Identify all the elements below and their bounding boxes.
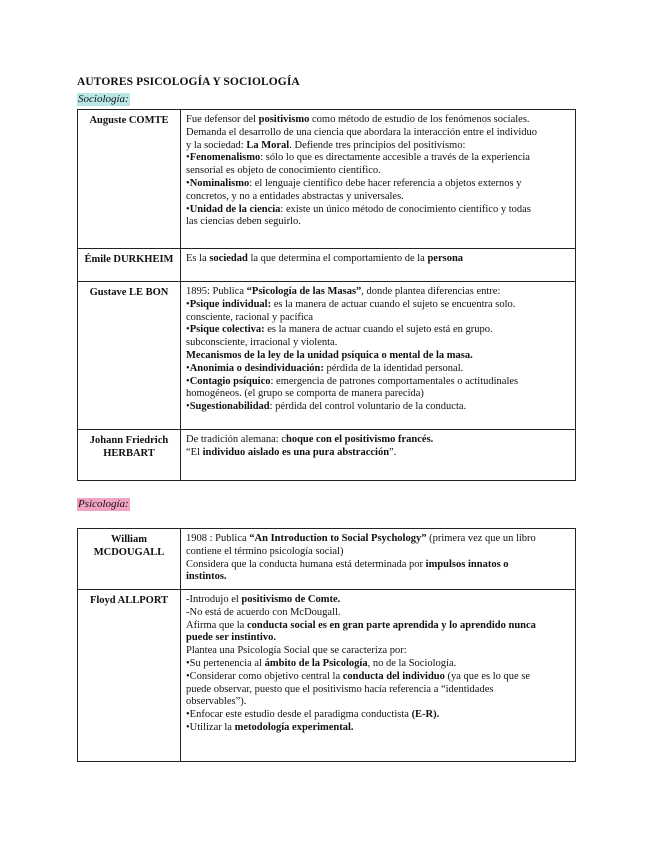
text-segment: contiene el término psicología social) <box>186 545 344 557</box>
text-segment: • <box>186 298 190 310</box>
description-line <box>186 152 570 165</box>
description-line <box>186 286 570 299</box>
text-segment: Considera que la conducta humana está determinada por <box>186 558 426 570</box>
bold-text: positivismo <box>258 114 310 125</box>
bold-text: metodología experimental. <box>234 721 354 733</box>
bold-text: sociedad <box>209 253 248 264</box>
text-segment: •Su pertenencia al <box>186 657 265 669</box>
text-segment: •Utilizar la <box>186 721 235 733</box>
description-line <box>186 376 570 389</box>
description-line <box>186 696 570 709</box>
text-segment: • <box>186 152 190 164</box>
description-line <box>186 645 570 658</box>
bold-text: Sugestionabilidad <box>189 401 270 413</box>
text-segment: •Enfocar este estudio desde el paradigma conductista <box>186 709 412 721</box>
text-segment: , donde plantea diferencias entre: <box>361 286 501 297</box>
description-line <box>186 388 570 401</box>
bold-text: conducta social es en gran parte aprendida y lo aprendido nunca <box>246 619 536 631</box>
text-segment: -No está de acuerdo con McDougall. <box>186 606 341 618</box>
author-description <box>181 430 576 481</box>
description-line <box>186 140 570 153</box>
bold-text: impulsos innatos o <box>425 558 509 570</box>
bold-text: persona <box>427 253 464 264</box>
text-segment: • <box>186 177 190 189</box>
text-segment: Demanda el desarrollo de una ciencia que abordara la interacción entre el individuo <box>186 126 538 138</box>
bold-text: conducta del individuo <box>342 670 445 682</box>
description-line <box>186 253 570 266</box>
text-segment: concretos, y no a entidades abstractas y universales. <box>186 190 404 202</box>
text-segment: las ciencias deben seguirlo. <box>186 216 301 228</box>
text-segment: , no de la Sociología. <box>367 657 457 669</box>
text-segment: • <box>186 362 190 374</box>
description-line <box>186 607 570 620</box>
text-segment: ”. <box>389 446 397 458</box>
author-description <box>181 282 576 430</box>
text-segment: Fue defensor del <box>186 114 259 125</box>
text-segment: . Defiende tres principios del positivismo: <box>289 139 466 151</box>
description-line <box>186 709 570 722</box>
text-segment: : emergencia de patrones comportamentales o actitudinales <box>270 375 519 387</box>
text-segment: • <box>186 324 190 336</box>
text-segment: es la manera de actuar cuando el sujeto está en grupo. <box>264 324 493 336</box>
text-segment: : el lenguaje científico debe hacer referencia a objetos externos y <box>249 177 522 189</box>
description-line <box>186 671 570 684</box>
description-line <box>186 594 570 607</box>
author-name: Auguste COMTE <box>78 110 181 249</box>
description-line <box>186 312 570 325</box>
bold-text: Anonimia o desindividuación: <box>189 362 324 374</box>
bold-text: individuo aislado es una pura abstracción <box>202 446 390 458</box>
author-description <box>181 249 576 282</box>
text-segment: subconsciente, irracional y violenta. <box>186 337 338 349</box>
description-line <box>186 401 570 414</box>
author-name: Floyd ALLPORT <box>78 590 181 762</box>
bold-text: hoque con el positivismo francés. <box>286 434 434 445</box>
bold-text: Fenomenalismo <box>189 152 261 164</box>
description-line <box>186 722 570 735</box>
author-description <box>181 529 576 590</box>
description-line <box>186 324 570 337</box>
bold-text: Psique colectiva: <box>189 324 265 336</box>
text-segment: sensorial es objeto de conocimiento científico. <box>186 165 381 177</box>
description-line <box>186 559 570 572</box>
document-title: AUTORES PSICOLOGÍA Y SOCIOLOGÍA <box>77 76 300 88</box>
text-segment: : existe un único método de conocimiento científico y todas <box>280 203 531 215</box>
description-line <box>186 299 570 312</box>
text-segment: Plantea una Psicología Social que se caracteriza por: <box>186 645 407 657</box>
text-segment: • <box>186 401 190 413</box>
description-line <box>186 204 570 217</box>
description-line <box>186 546 570 559</box>
bold-text: La Moral <box>246 139 290 151</box>
bold-text: puede ser instintivo. <box>186 632 276 644</box>
bold-text: Unidad de la ciencia <box>189 203 281 215</box>
text-segment: De tradición alemana: c <box>186 434 286 445</box>
text-segment: -Introdujo el <box>186 594 242 605</box>
description-line <box>186 447 570 460</box>
text-segment: •Considerar como objetivo central la <box>186 670 343 682</box>
description-line <box>186 632 570 645</box>
text-segment: 1908 : Publica <box>186 533 250 544</box>
text-segment: Afirma que la <box>186 619 247 631</box>
bold-text: “An Introduction to Social Psychology” <box>249 533 427 544</box>
table-row <box>78 430 576 481</box>
description-line <box>186 658 570 671</box>
description-line <box>186 178 570 191</box>
text-segment: • <box>186 203 190 215</box>
table-row <box>78 590 576 762</box>
bold-text: (E-R). <box>411 709 440 721</box>
description-line <box>186 620 570 633</box>
description-line <box>186 434 570 447</box>
text-segment: como método de estudio de los fenómenos sociales. <box>309 114 530 125</box>
text-segment: : pérdida del control voluntario de la conducta. <box>269 401 467 413</box>
author-description <box>181 590 576 762</box>
section-label-sociologia: Sociología: <box>78 93 129 105</box>
table-row <box>78 529 576 590</box>
text-segment: la que determina el comportamiento de la <box>247 253 428 264</box>
text-segment: consciente, racional y pacífica <box>186 311 314 323</box>
text-segment: y la sociedad: <box>186 139 247 151</box>
text-segment: homogéneos. (el grupo se comporta de manera parecida) <box>186 388 424 400</box>
bold-text: Psique individual: <box>189 298 272 310</box>
bold-text: Mecanismos de la ley de la unidad psíquica o mental de la masa. <box>186 349 473 361</box>
table-row <box>78 282 576 430</box>
text-segment: : sólo lo que es directamente accesible a través de la experiencia <box>260 152 530 164</box>
description-line <box>186 350 570 363</box>
description-line <box>186 533 570 546</box>
text-segment: puede observar, puesto que el positivismo hacía referencia a “identidades <box>186 683 494 695</box>
description-line <box>186 165 570 178</box>
text-segment: (ya que es lo que se <box>444 670 531 682</box>
bold-text: instintos. <box>186 571 227 583</box>
description-line <box>186 337 570 350</box>
table-row <box>78 110 576 249</box>
text-segment: observables”). <box>186 696 247 708</box>
text-segment: (primera vez que un libro <box>426 533 536 544</box>
author-name: Émile DURKHEIM <box>78 249 181 282</box>
bold-text: Contagio psíquico <box>189 375 271 387</box>
text-segment: es la manera de actuar cuando el sujeto se encuentra solo. <box>271 298 516 310</box>
text-segment: pérdida de la identidad personal. <box>323 362 464 374</box>
description-line <box>186 684 570 697</box>
bold-text: “Psicología de las Masas” <box>246 286 362 297</box>
author-name: William MCDOUGALL <box>78 529 181 590</box>
description-line <box>186 571 570 584</box>
sociologia-table <box>77 109 576 481</box>
text-segment: “El <box>186 446 203 458</box>
psicologia-table <box>77 528 576 762</box>
text-segment: 1895: Publica <box>186 286 247 297</box>
bold-text: positivismo de Comte. <box>241 594 341 605</box>
description-line <box>186 127 570 140</box>
author-name: Johann Friedrich HERBART <box>78 430 181 481</box>
bold-text: ámbito de la Psicología <box>264 657 368 669</box>
author-name: Gustave LE BON <box>78 282 181 430</box>
author-description <box>181 110 576 249</box>
section-label-psicologia: Psicología: <box>78 498 129 510</box>
text-segment: • <box>186 375 190 387</box>
table-row <box>78 249 576 282</box>
text-segment: Es la <box>186 253 210 264</box>
description-line <box>186 363 570 376</box>
description-line <box>186 114 570 127</box>
description-line <box>186 216 570 229</box>
description-line <box>186 191 570 204</box>
bold-text: Nominalismo <box>189 177 250 189</box>
